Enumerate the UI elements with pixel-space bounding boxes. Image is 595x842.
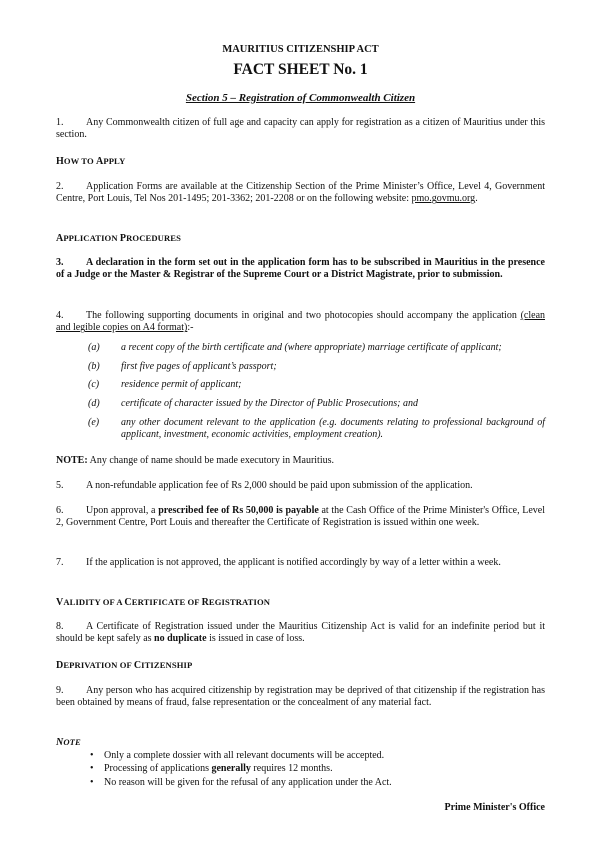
paragraph-text: The following supporting documents in original and two photocopies should accompany the application — [86, 310, 517, 321]
note-label: NOTE: — [56, 455, 88, 466]
paragraph-number: 8. — [56, 621, 64, 632]
footer-office: Prime Minister's Office — [444, 802, 545, 813]
paragraph-number: 2. — [56, 181, 64, 192]
paragraph-number: 3. — [56, 257, 64, 268]
paragraph-number: 5. — [56, 480, 64, 491]
document-item: (d) certificate of character issued by the Director of Public Prosecutions; and — [88, 398, 418, 409]
paragraph-number: 7. — [56, 557, 64, 568]
paragraph-text: Any person who has acquired citizenship by registration may be deprived of that citizenship if the registration has been obtained by means of fraud, false representation or the concealment of any material fact. — [56, 685, 545, 709]
note-name-change — [56, 455, 545, 467]
note-text: Any change of name should be made executory in Mauritius. — [89, 455, 334, 466]
website-link[interactable]: pmo.govmu.org — [411, 193, 476, 205]
paragraph-number: 6. — [56, 505, 64, 516]
format-note: (clean and legible copies on A4 format) — [56, 310, 546, 334]
document-item: (c) residence permit of applicant; — [88, 379, 242, 390]
act-title: MAURITIUS CITIZENSHIP ACT — [222, 44, 379, 55]
heading-application-procedures: APPLICATION PROCEDURES — [56, 233, 181, 244]
paragraph-6: 6. Upon approval, a prescribed fee of Rs 50,000 is payable at the Cash Office of the Prime Minister's Office, Level 2, Government Centre, Port Louis and thereafter the Certificate of Registration is issued within one week. — [56, 505, 546, 529]
paragraph-text: Any Commonwealth citizen of full age and capacity can apply for registration as a citizen of Mauritius under this section. — [56, 117, 545, 141]
heading-validity: VALIDITY OF A CERTIFICATE OF REGISTRATION — [56, 597, 271, 608]
bullet-icon: • — [90, 777, 94, 788]
bullet-item: • Only a complete dossier with all relevant documents will be accepted. — [90, 750, 385, 761]
prescribed-fee: prescribed fee of Rs 50,000 is payable — [158, 505, 319, 516]
bullet-icon: • — [90, 763, 94, 774]
document-item: (e) any other document relevant to the application (e.g. documents relating to professional background of applicant, investment, economic activities, employment creation). — [88, 417, 545, 441]
paragraph-number: 9. — [56, 685, 64, 696]
paragraph-3 — [56, 257, 545, 282]
document-item: (a) a recent copy of the birth certificate and (where appropriate) marriage certificate of applicant; — [88, 342, 502, 353]
paragraph-number: 4. — [56, 310, 64, 321]
heading-how-to-apply: HOW TO APPLY — [56, 156, 126, 167]
paragraph-1 — [56, 117, 545, 142]
paragraph-4: 4. The following supporting documents in original and two photocopies should accompany the application (clean and legible copies on A4 format):- — [56, 310, 546, 334]
heading-note: NOTE — [56, 737, 81, 748]
paragraph-text: A declaration in the form set out in the application form has to be subscribed in Mauritius in the presence of a Judge or the Master & Registrar of the Supreme Court or a District Magistrate, prior to submission. — [56, 257, 545, 281]
bullet-item: • No reason will be given for the refusal of any application under the Act. — [90, 777, 392, 788]
paragraph-text: A non-refundable application fee of Rs 2,000 should be paid upon submission of the application. — [86, 480, 473, 491]
bullet-icon: • — [90, 750, 94, 761]
paragraph-7 — [56, 557, 545, 569]
paragraph-text: Application Forms are available at the Citizenship Section of the Prime Minister’s Office, Level 4, Government Centre, Port Louis, Tel Nos 201-1495; 201-3362; 201-2208 or on the following website: — [56, 181, 545, 205]
document-item: (b) first five pages of applicant’s passport; — [88, 361, 277, 372]
paragraph-5 — [56, 480, 545, 492]
section-title: Section 5 – Registration of Commonwealth Citizen — [185, 92, 416, 104]
no-duplicate: no duplicate — [154, 633, 207, 645]
fact-sheet-title: FACT SHEET No. 1 — [233, 61, 368, 78]
bullet-item: • Processing of applications generally requires 12 months. — [90, 763, 333, 774]
paragraph-8: 8. A Certificate of Registration issued under the Mauritius Citizenship Act is valid for an indefinite period but it should be kept safely as no duplicate is issued in case of loss. — [56, 621, 545, 645]
paragraph-number: 1. — [56, 117, 64, 128]
paragraph-2: 2. Application Forms are available at the Citizenship Section of the Prime Minister’s Office, Level 4, Government Centre, Port Louis, Tel Nos 201-1495; 201-3362; 201-2208 or on the following website: pmo.govmu.org. — [56, 181, 545, 205]
paragraph-9 — [56, 685, 545, 710]
heading-deprivation: DEPRIVATION OF CITIZENSHIP — [56, 660, 193, 671]
paragraph-text: If the application is not approved, the applicant is notified accordingly by way of a letter within a week. — [86, 557, 501, 568]
